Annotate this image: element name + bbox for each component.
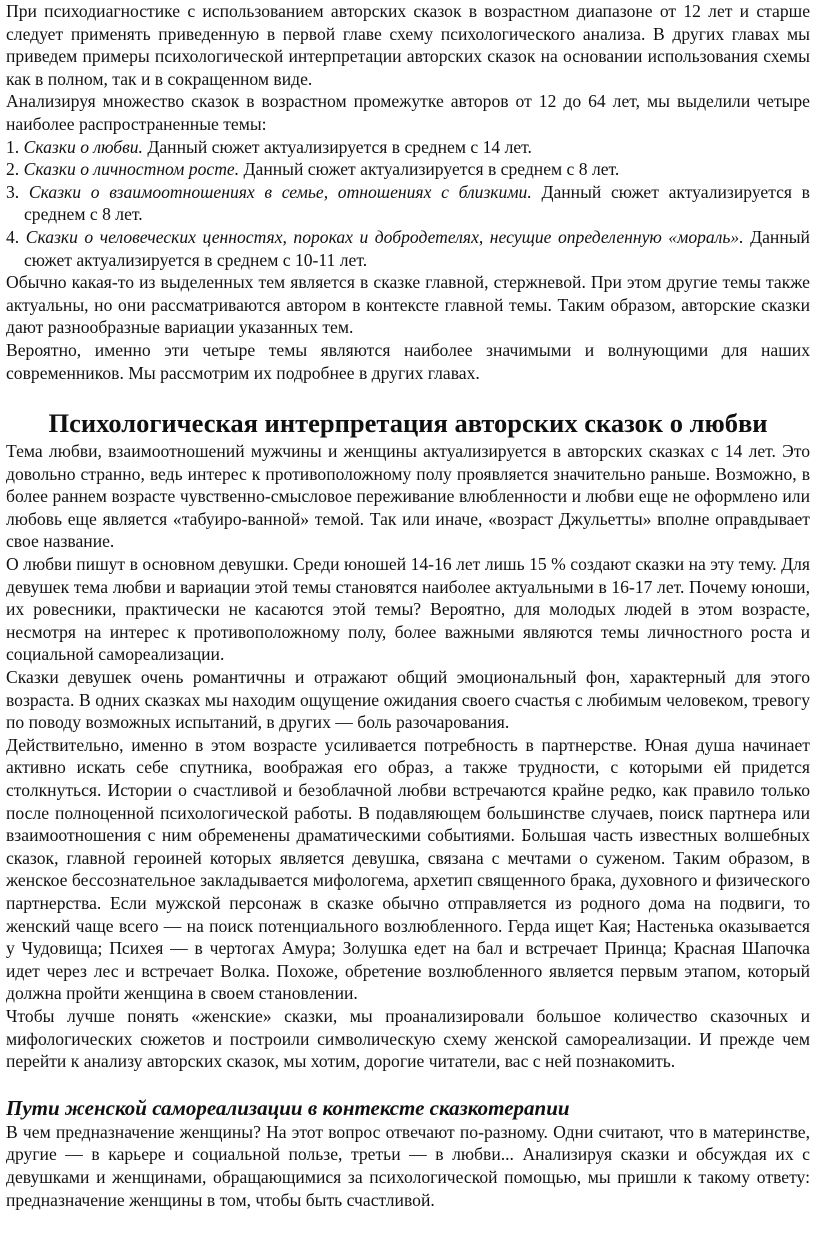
themes-list: [6, 136, 810, 272]
intro-paragraph-4: Вероятно, именно эти четыре темы являются наиболее значимыми и волнующими для наших современников. Мы рассмотрим их подробнее в других главах.: [6, 339, 810, 383]
theme-item: [6, 226, 810, 271]
love-paragraph: Сказки девушек очень романтичны и отражают общий эмоциональный фон, характерный для этого возраста. В одних сказках мы находим ощущение ожидания своего счастья с любимым человеком, тревогу по поводу возможных испытаний, в других — боль разочарования.: [6, 667, 810, 733]
love-paragraph: О любви пишут в основном девушки. Среди юношей 14-16 лет лишь 15 % создают сказки на эту тему. Для девушек тема любви и вариации этой темы становятся наиболее актуальными в 16-17 лет. Почему юноши, их ровесники, практически не касаются этой темы? Вероятно, для молодых людей в этом возрасте, несмотря на интерес к противоположному полу, более важными являются темы личностного роста и социальной самореализации.: [6, 554, 810, 665]
document-page: [6, 0, 810, 1211]
theme-title: Сказки о человеческих ценностях, пороках и добродетелях, несущие определенную «мораль».: [25, 226, 744, 247]
intro-paragraph-1: При психодиагностике с использованием авторских сказок в возрастном диапазоне от 12 лет и старше следует применять приведенную в первой главе схему психологического анализа. В других главах мы приведем примеры психологической интерпретации авторских сказок на основании использования схемы как в полном, так и в сокращенном виде.: [6, 1, 810, 89]
theme-title: Сказки о взаимоотношениях в семье, отношениях с близкими.: [28, 181, 532, 202]
theme-number: 3.: [6, 181, 20, 202]
section-heading-self-realization: Пути женской самореализации в контексте сказкотерапии: [6, 1095, 570, 1120]
theme-number: 4.: [6, 226, 20, 247]
theme-text: Данный сюжет актуализируется в среднем с 8 лет.: [24, 181, 810, 225]
theme-title: Сказки о любви.: [23, 136, 143, 157]
section-heading-love: Психологическая интерпретация авторских сказок о любви: [48, 408, 768, 439]
section-gap: [6, 384, 810, 406]
theme-text: Данный сюжет актуализируется в среднем с 8 лет.: [243, 159, 620, 180]
theme-number: 2.: [6, 159, 20, 180]
intro-paragraph-2: Анализируя множество сказок в возрастном промежутке авторов от 12 до 64 лет, мы выделили четыре наиболее распространенные темы:: [6, 91, 810, 134]
self-realization-paragraph: В чем предназначение женщины? На этот вопрос отвечают по-разному. Одни считают, что в материнстве, другие — в карьере и социальной пользе, третьи — в любви... Анализируя сказки и обсуждая их с девушками и женщинами, обращающимися за психологической помощью, мы пришли к такому ответу: предназначение женщины в том, чтобы быть счастливой.: [6, 1121, 810, 1210]
love-paragraph: Действительно, именно в этом возрасте усиливается потребность в партнерстве. Юная душа начинает активно искать себе спутника, воображая его образ, а также трудности, с которыми ей придется столкнуться. Истории о счастливой и безоблачной любви встречаются крайне редко, как правило только после полноценной психологической работы. В подавляющем большинстве случаев, поиск партнера или взаимоотношения с ним обременены драматическими событиями. Большая часть известных волшебных сказок, главной героиней которых является девушка, связана с мечтами о суженом. Таким образом, в женское бессознательное закладывается мифологема, архетип священного брака, духовного и физического партнерства. Если мужской персонаж в сказке обычно отправляется из родного дома на подвиги, то женский чаще всего — на поиск потенциального возлюбленного. Герда ищет Кая; Настенька оказывается у Чудовища; Психея — в чертогах Амура; Золушка едет на бал и встречает Принца; Красная Шапочка идет через лес и встречает Волка. Похоже, обретение возлюбленного является первым этапом, который должна пройти женщина в своем становлении.: [6, 734, 810, 1004]
intro-paragraph-3: Обычно какая-то из выделенных тем является в сказке главной, стержневой. При этом другие темы также актуальны, но они рассматриваются автором в контексте главной темы. Таким образом, авторские сказки дают разнообразные вариации указанных тем.: [6, 272, 810, 338]
theme-item: [6, 181, 810, 226]
love-paragraph: Тема любви, взаимоотношений мужчины и женщины актуализируется в авторских сказках с 14 лет. Это довольно странно, ведь интерес к противоположному полу проявляется значительно раньше. Возможно, в более раннем возрасте чувственно-смысловое переживание влюбленности и любви еще не оформлено или любовь еще является «табуиро-ванной» темой. Так или иначе, «возраст Джульетты» вполне оправдывает свое название.: [6, 441, 810, 552]
theme-number: 1.: [6, 136, 20, 157]
love-paragraph: Чтобы лучше понять «женские» сказки, мы проанализировали большое количество сказочных и мифологических сюжетов и построили символическую схему женской самореализации. И прежде чем перейти к анализу авторских сказок, мы хотим, дорогие читатели, вас с ней познакомить.: [6, 1005, 810, 1072]
theme-title: Сказки о личностном росте.: [23, 159, 240, 180]
section-gap: [6, 1073, 810, 1095]
theme-item: [6, 158, 810, 181]
theme-text: Данный сюжет актуализируется в среднем с 14 лет.: [147, 136, 532, 157]
theme-item: [6, 136, 810, 159]
theme-text: Данный сюжет актуализируется в среднем с 10-11 лет.: [24, 226, 810, 270]
